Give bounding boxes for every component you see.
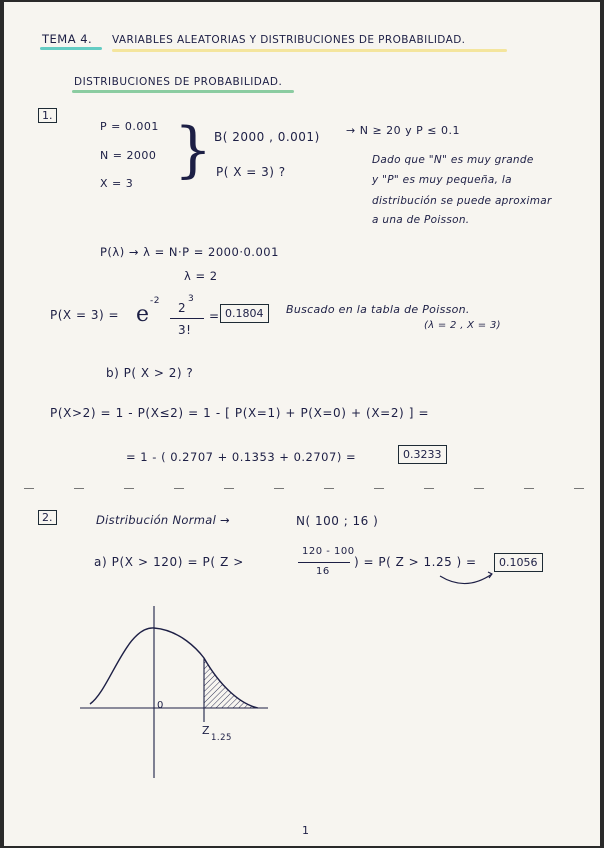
section-underline [72, 90, 294, 93]
equals-sign: = [209, 309, 220, 323]
fraction-exponent: 3 [188, 294, 195, 304]
notebook-page [4, 2, 600, 846]
fraction-denominator: 3! [178, 323, 192, 337]
e-exponent: -2 [150, 296, 160, 306]
part-a-result-box: 0.1056 [494, 553, 543, 572]
graph-z-label: Z [202, 724, 211, 737]
part-b-result-box: 0.3233 [398, 445, 447, 464]
normal-curve-graph [80, 606, 280, 786]
lambda-value: λ = 2 [184, 269, 218, 283]
lookup-note: Buscado en la tabla de Poisson. [286, 303, 470, 316]
normal-params: N( 100 ; 16 ) [296, 514, 379, 528]
note-line-1: Dado que "N" es muy grande [372, 154, 534, 166]
page-number: 1 [302, 824, 310, 837]
fraction-bar [170, 318, 204, 319]
given-x: X = 3 [100, 177, 134, 190]
part-b-line-1: P(X>2) = 1 - P(X≤2) = 1 - [ P(X=1) + P(X=0) + (X=2) ] = [50, 406, 430, 420]
part-a-rhs: ) = P( Z > 1.25 ) = [354, 555, 477, 569]
section-title: DISTRIBUCIONES DE PROBABILIDAD. [74, 76, 283, 88]
chapter-title: VARIABLES ALEATORIAS Y DISTRIBUCIONES DE PROBABILIDAD. [112, 34, 466, 46]
e-base: e [136, 302, 150, 327]
part-b-question: b) P( X > 2) ? [106, 366, 194, 380]
part-a-lhs: a) P(X > 120) = P( Z > [94, 555, 244, 569]
poisson-result-box: 0.1804 [220, 304, 269, 323]
fraction-numerator: 2 [178, 301, 187, 315]
graph-z-subscript: 1.25 [211, 733, 232, 743]
given-n: N = 2000 [100, 149, 157, 162]
approx-condition: → N ≥ 20 y P ≤ 0.1 [346, 124, 460, 137]
note-line-2: y "P" es muy pequeña, la [372, 174, 512, 186]
z-fraction-denominator: 16 [316, 566, 330, 577]
question-p-x-3: P( X = 3) ? [216, 165, 286, 179]
normal-dist-title: Distribución Normal → [96, 513, 230, 527]
z-fraction-numerator: 120 - 100 [302, 546, 355, 557]
poisson-lhs: P(X = 3) = [50, 308, 120, 322]
given-p: P = 0.001 [100, 120, 159, 133]
title-prefix: TEMA 4. [42, 32, 93, 46]
lambda-definition: P(λ) → λ = N·P = 2000·0.001 [100, 245, 279, 259]
note-line-3: distribución se puede aproximar [372, 195, 552, 207]
note-line-4: a una de Poisson. [372, 214, 470, 226]
title-underline [40, 47, 102, 50]
brace: } [174, 115, 213, 185]
exercise-1-number: 1. [38, 108, 57, 123]
binomial-dist: B( 2000 , 0.001) [214, 130, 320, 144]
lookup-params: (λ = 2 , X = 3) [424, 320, 501, 331]
z-fraction-bar [298, 562, 350, 563]
exercise-2-number: 2. [38, 510, 57, 525]
part-b-line-2: = 1 - ( 0.2707 + 0.1353 + 0.2707) = [126, 450, 357, 464]
graph-zero-label: 0 [157, 700, 164, 711]
arrow-to-result-icon [436, 570, 496, 590]
chapter-title-underline [112, 49, 507, 52]
